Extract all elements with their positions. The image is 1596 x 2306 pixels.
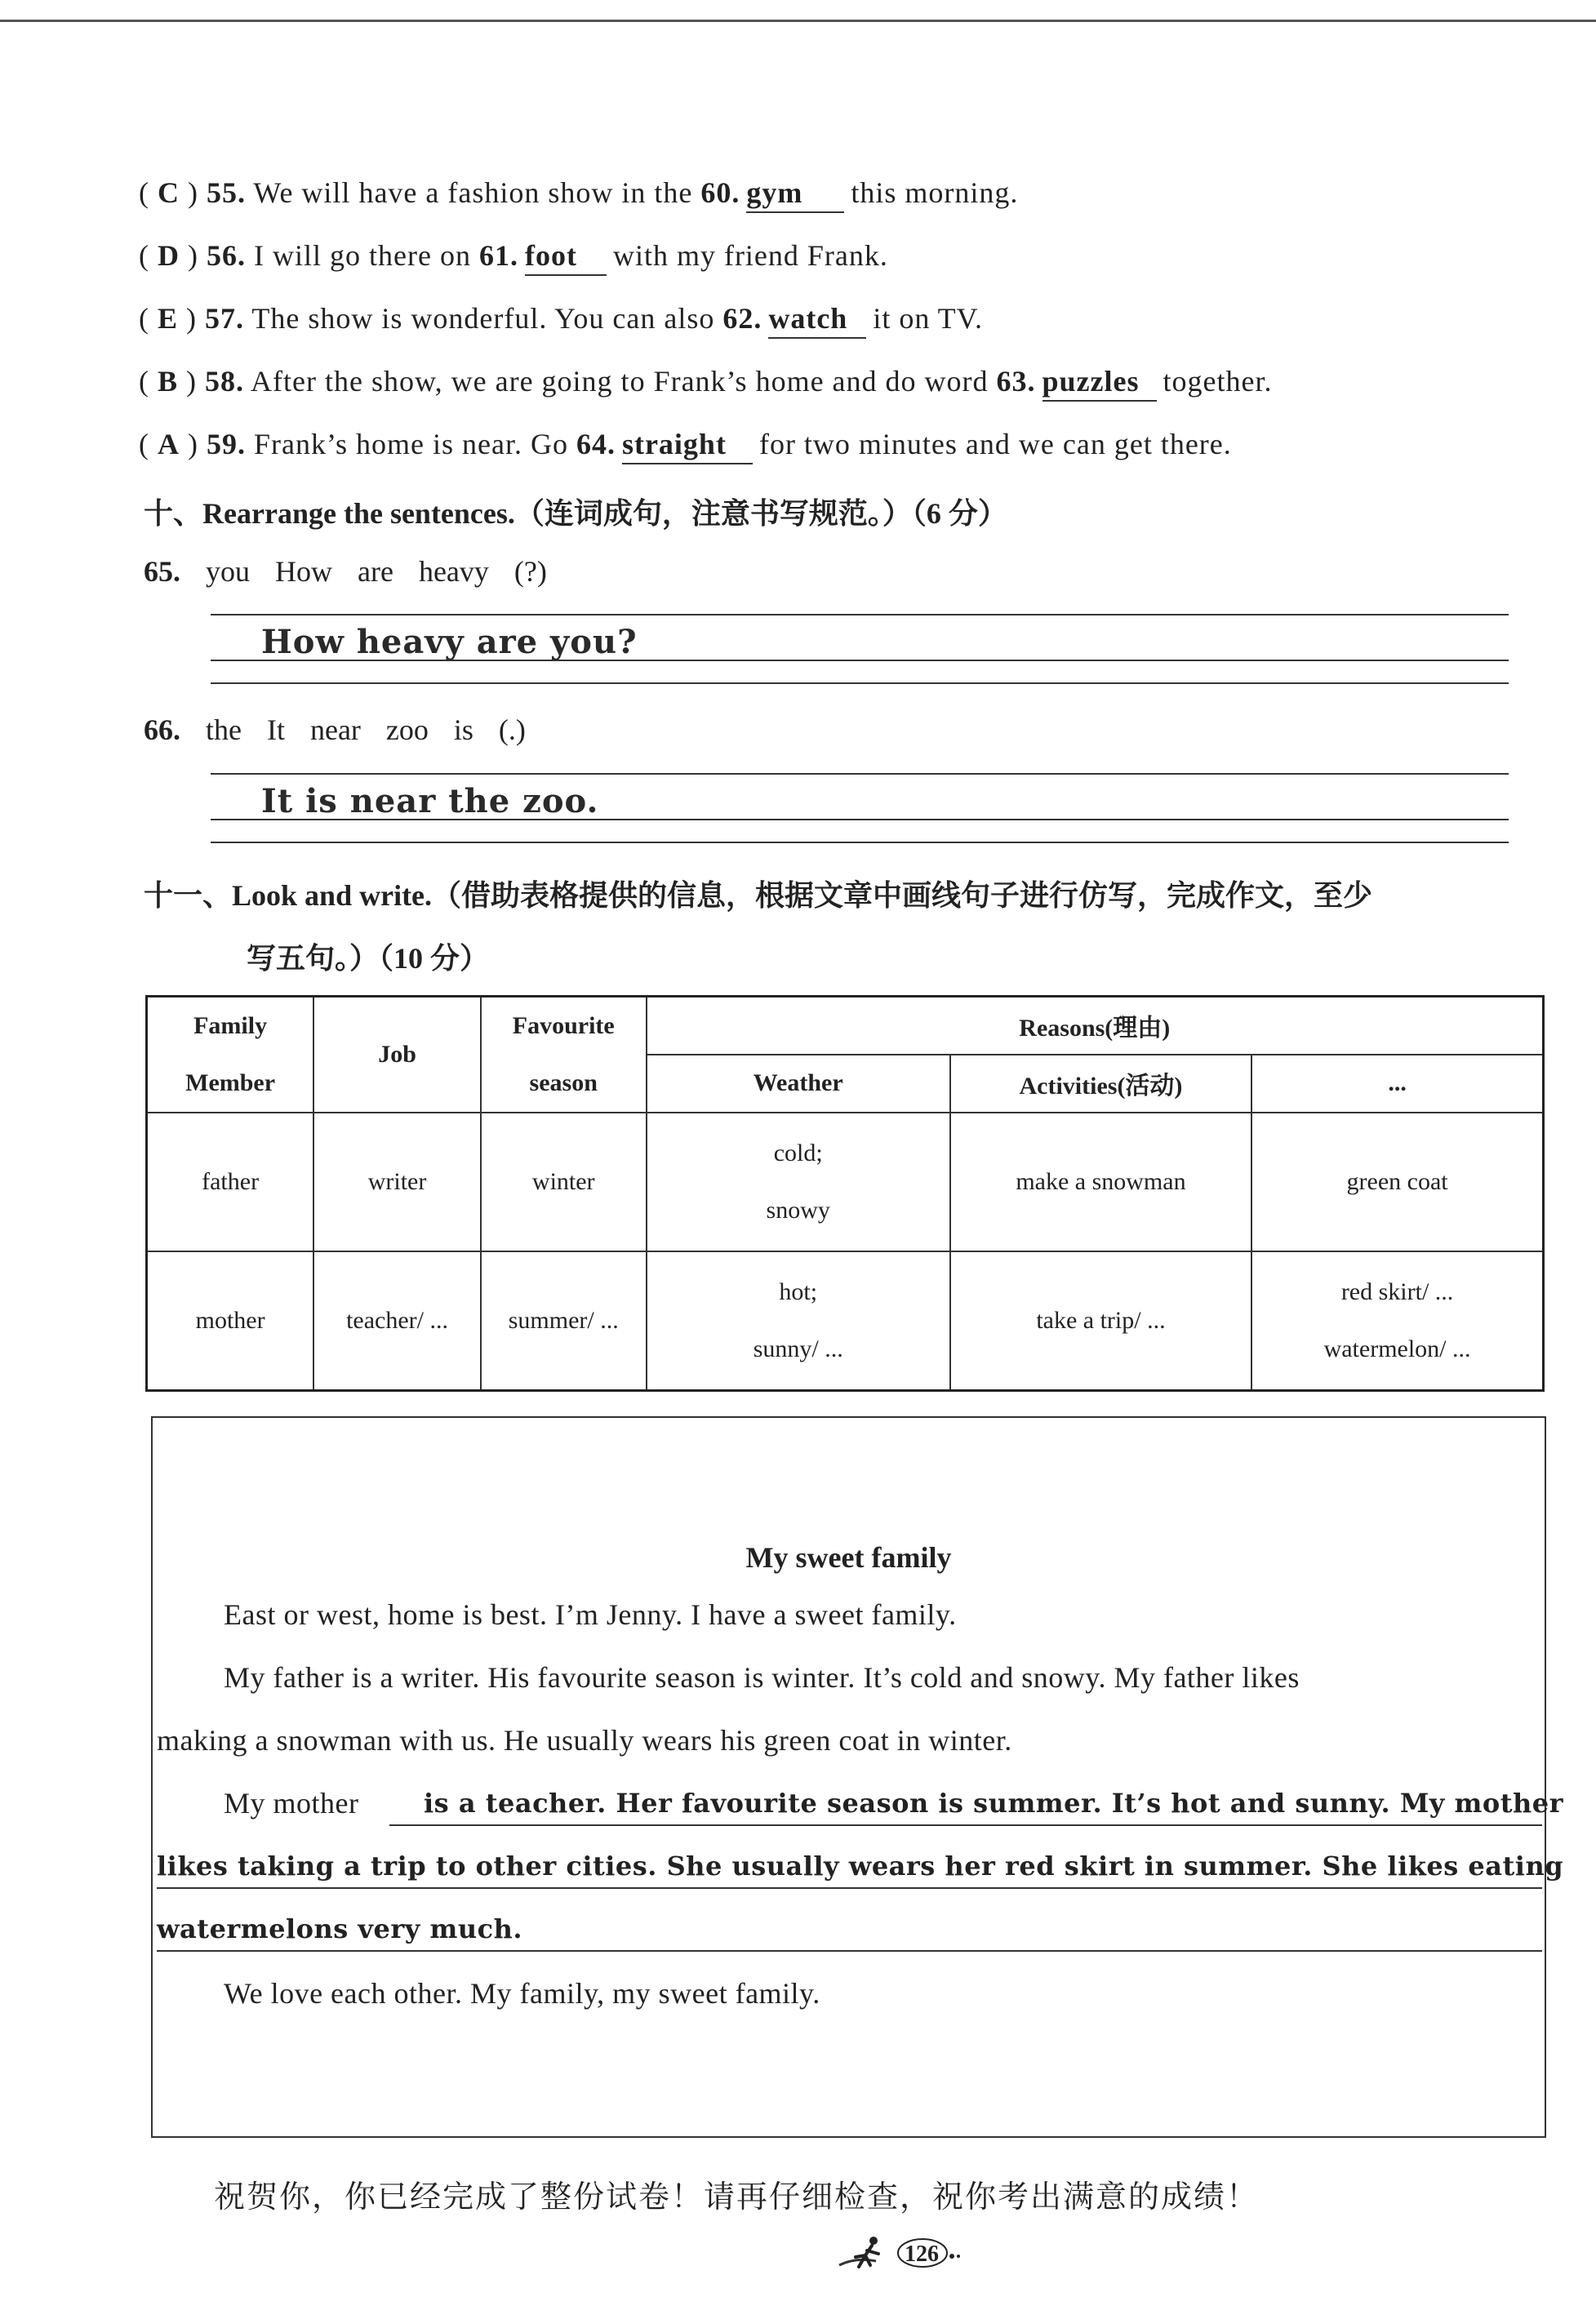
question-55: ( C ) 55. We will have a fashion show in the 60. gym this morning. xyxy=(139,176,1018,213)
section-11-heading-cont xyxy=(247,935,489,977)
answer-blank: gym xyxy=(746,176,844,213)
scrambled-words: the It near zoo is (.) xyxy=(206,713,526,746)
cell-weather xyxy=(647,1113,950,1251)
top-border xyxy=(0,20,1596,22)
header-favourite-season xyxy=(481,997,647,1113)
essay-paragraph-2-cont: making a snowman with us. He usually wears his green coat in winter. xyxy=(157,1724,1012,1757)
cell-weather xyxy=(647,1251,950,1390)
writing-line xyxy=(211,614,1509,615)
cell-text: cold; xyxy=(773,1140,823,1166)
cell-other xyxy=(1251,1251,1543,1390)
essay-answer-line-3: watermelons very much. xyxy=(157,1913,522,1944)
essay-box xyxy=(151,1416,1564,2138)
section-instructions: 写五句。）（10 分） xyxy=(247,942,490,975)
section-11-heading xyxy=(144,873,1372,914)
header-reasons: Reasons(理由) xyxy=(647,997,1544,1055)
question-text: for two minutes and we can get there. xyxy=(758,428,1232,460)
cell-other: green coat xyxy=(1251,1113,1543,1251)
table-row xyxy=(147,1251,1544,1390)
essay-title: My sweet family xyxy=(745,1541,952,1574)
writing-line xyxy=(211,773,1509,775)
question-66-words xyxy=(144,713,526,747)
question-number: 55. xyxy=(207,176,246,209)
header-text: season xyxy=(529,1069,598,1096)
question-56: ( D ) 56. I will go there on 61. foot with my friend Frank. xyxy=(139,238,888,276)
info-table xyxy=(145,995,1545,1392)
header-activities: Activities(活动) xyxy=(950,1055,1251,1113)
answer-letter: E xyxy=(158,302,179,335)
scrambled-words: you How are heavy (?) xyxy=(206,555,547,588)
essay-paragraph-4: We love each other. My family, my sweet family. xyxy=(224,1977,820,2010)
essay-paragraph-3-lead: My mother xyxy=(224,1787,359,1819)
header-text: Family xyxy=(193,1012,268,1039)
header-job: Job xyxy=(313,997,481,1113)
answer-underline xyxy=(389,1824,1542,1826)
answer-letter: B xyxy=(158,365,179,398)
question-text: We will have a fashion show in the xyxy=(253,176,693,209)
question-text: After the show, we are going to Frank’s home and do word xyxy=(251,365,989,398)
question-58: ( B ) 58. After the show, we are going to Frank’s home and do word 63. puzzles together. xyxy=(139,364,1272,402)
question-text: with my friend Frank. xyxy=(612,239,888,272)
answer-blank: foot xyxy=(525,238,607,276)
header-text: Member xyxy=(185,1069,276,1096)
runner-logo-icon xyxy=(831,2233,896,2273)
answer-underline xyxy=(157,1950,1542,1952)
question-number: 56. xyxy=(207,239,246,272)
answer-underline xyxy=(157,1887,1542,1889)
table-row xyxy=(147,1113,1544,1251)
cell-member: father xyxy=(147,1113,314,1251)
essay-paragraph-1: East or west, home is best. I’m Jenny. I have a sweet family. xyxy=(224,1598,957,1631)
question-number: 58. xyxy=(205,365,245,398)
section-instructions: （借助表格提供的信息，根据文章中画线句子进行仿写，完成作文，至少 xyxy=(432,879,1373,912)
question-65-words xyxy=(144,554,547,589)
cell-season: winter xyxy=(481,1113,647,1251)
section-number: 十一、 xyxy=(144,879,233,912)
header-family-member xyxy=(147,997,314,1113)
writing-line xyxy=(211,842,1509,843)
question-number: 65. xyxy=(144,555,180,588)
cell-member: mother xyxy=(147,1251,314,1390)
essay-answer-line-2: likes taking a trip to other cities. She usually wears her red skirt in summer. She likes eating xyxy=(157,1851,1564,1882)
cell-text: red skirt/ ... xyxy=(1340,1277,1454,1305)
question-text: The show is wonderful. You can also xyxy=(251,302,715,335)
cell-text: hot; xyxy=(779,1277,818,1305)
essay-answer-line-1: is a teacher. Her favourite season is summer. It’s hot and sunny. My mother xyxy=(424,1788,1563,1819)
header-other: ... xyxy=(1251,1055,1543,1113)
question-text: it on TV. xyxy=(873,302,984,335)
blank-number: 60. xyxy=(700,176,740,209)
section-title: Look and write. xyxy=(232,879,433,912)
section-10-heading xyxy=(144,491,1007,532)
question-text: I will go there on xyxy=(254,239,471,272)
cell-job: writer xyxy=(313,1113,481,1251)
answer-blank: watch xyxy=(768,301,866,339)
cell-job: teacher/ ... xyxy=(313,1251,481,1390)
answer-66: It is near the zoo. xyxy=(261,782,599,820)
writing-line xyxy=(211,682,1509,684)
header-weather: Weather xyxy=(647,1055,950,1113)
cell-text: snowy xyxy=(766,1197,830,1224)
blank-number: 64. xyxy=(576,428,616,460)
answer-blank: puzzles xyxy=(1043,364,1157,402)
blank-number: 62. xyxy=(722,302,762,335)
answer-65: How heavy are you? xyxy=(261,623,638,661)
section-number: 十、 xyxy=(144,497,203,530)
section-instructions: （连词成句，注意书写规范。）（6 分） xyxy=(514,497,1007,530)
cell-text: sunny/ ... xyxy=(753,1335,843,1362)
page-number: 126 xyxy=(905,2242,939,2267)
section-title: Rearrange the sentences. xyxy=(202,497,515,530)
question-number: 59. xyxy=(207,428,246,460)
cell-text: watermelon/ ... xyxy=(1323,1335,1471,1362)
question-59: ( A ) 59. Frank’s home is near. Go 64. straight for two minutes and we can get there. xyxy=(139,427,1232,464)
blank-number: 63. xyxy=(996,365,1036,398)
question-57: ( E ) 57. The show is wonderful. You can also 62. watch it on TV. xyxy=(139,301,983,339)
essay-paragraph-2: My father is a writer. His favourite season is winter. It’s cold and snowy. My father likes xyxy=(224,1661,1300,1694)
footer-message: 祝贺你，你已经完成了整份试卷！请再仔细检查，祝你考出满意的成绩！ xyxy=(214,2180,1260,2215)
answer-blank: straight xyxy=(622,427,753,464)
question-text: this morning. xyxy=(851,176,1019,209)
cell-season: summer/ ... xyxy=(481,1251,647,1390)
question-text: together. xyxy=(1163,365,1273,398)
question-number: 57. xyxy=(205,302,245,335)
question-text: Frank’s home is near. Go xyxy=(254,428,568,460)
answer-letter: A xyxy=(158,428,180,460)
answer-letter: D xyxy=(158,239,180,272)
cell-activity: make a snowman xyxy=(950,1113,1251,1251)
header-text: Favourite xyxy=(512,1012,615,1039)
question-number: 66. xyxy=(144,713,180,746)
answer-letter: C xyxy=(158,176,180,209)
cell-activity: take a trip/ ... xyxy=(950,1251,1251,1390)
blank-number: 61. xyxy=(478,239,518,272)
